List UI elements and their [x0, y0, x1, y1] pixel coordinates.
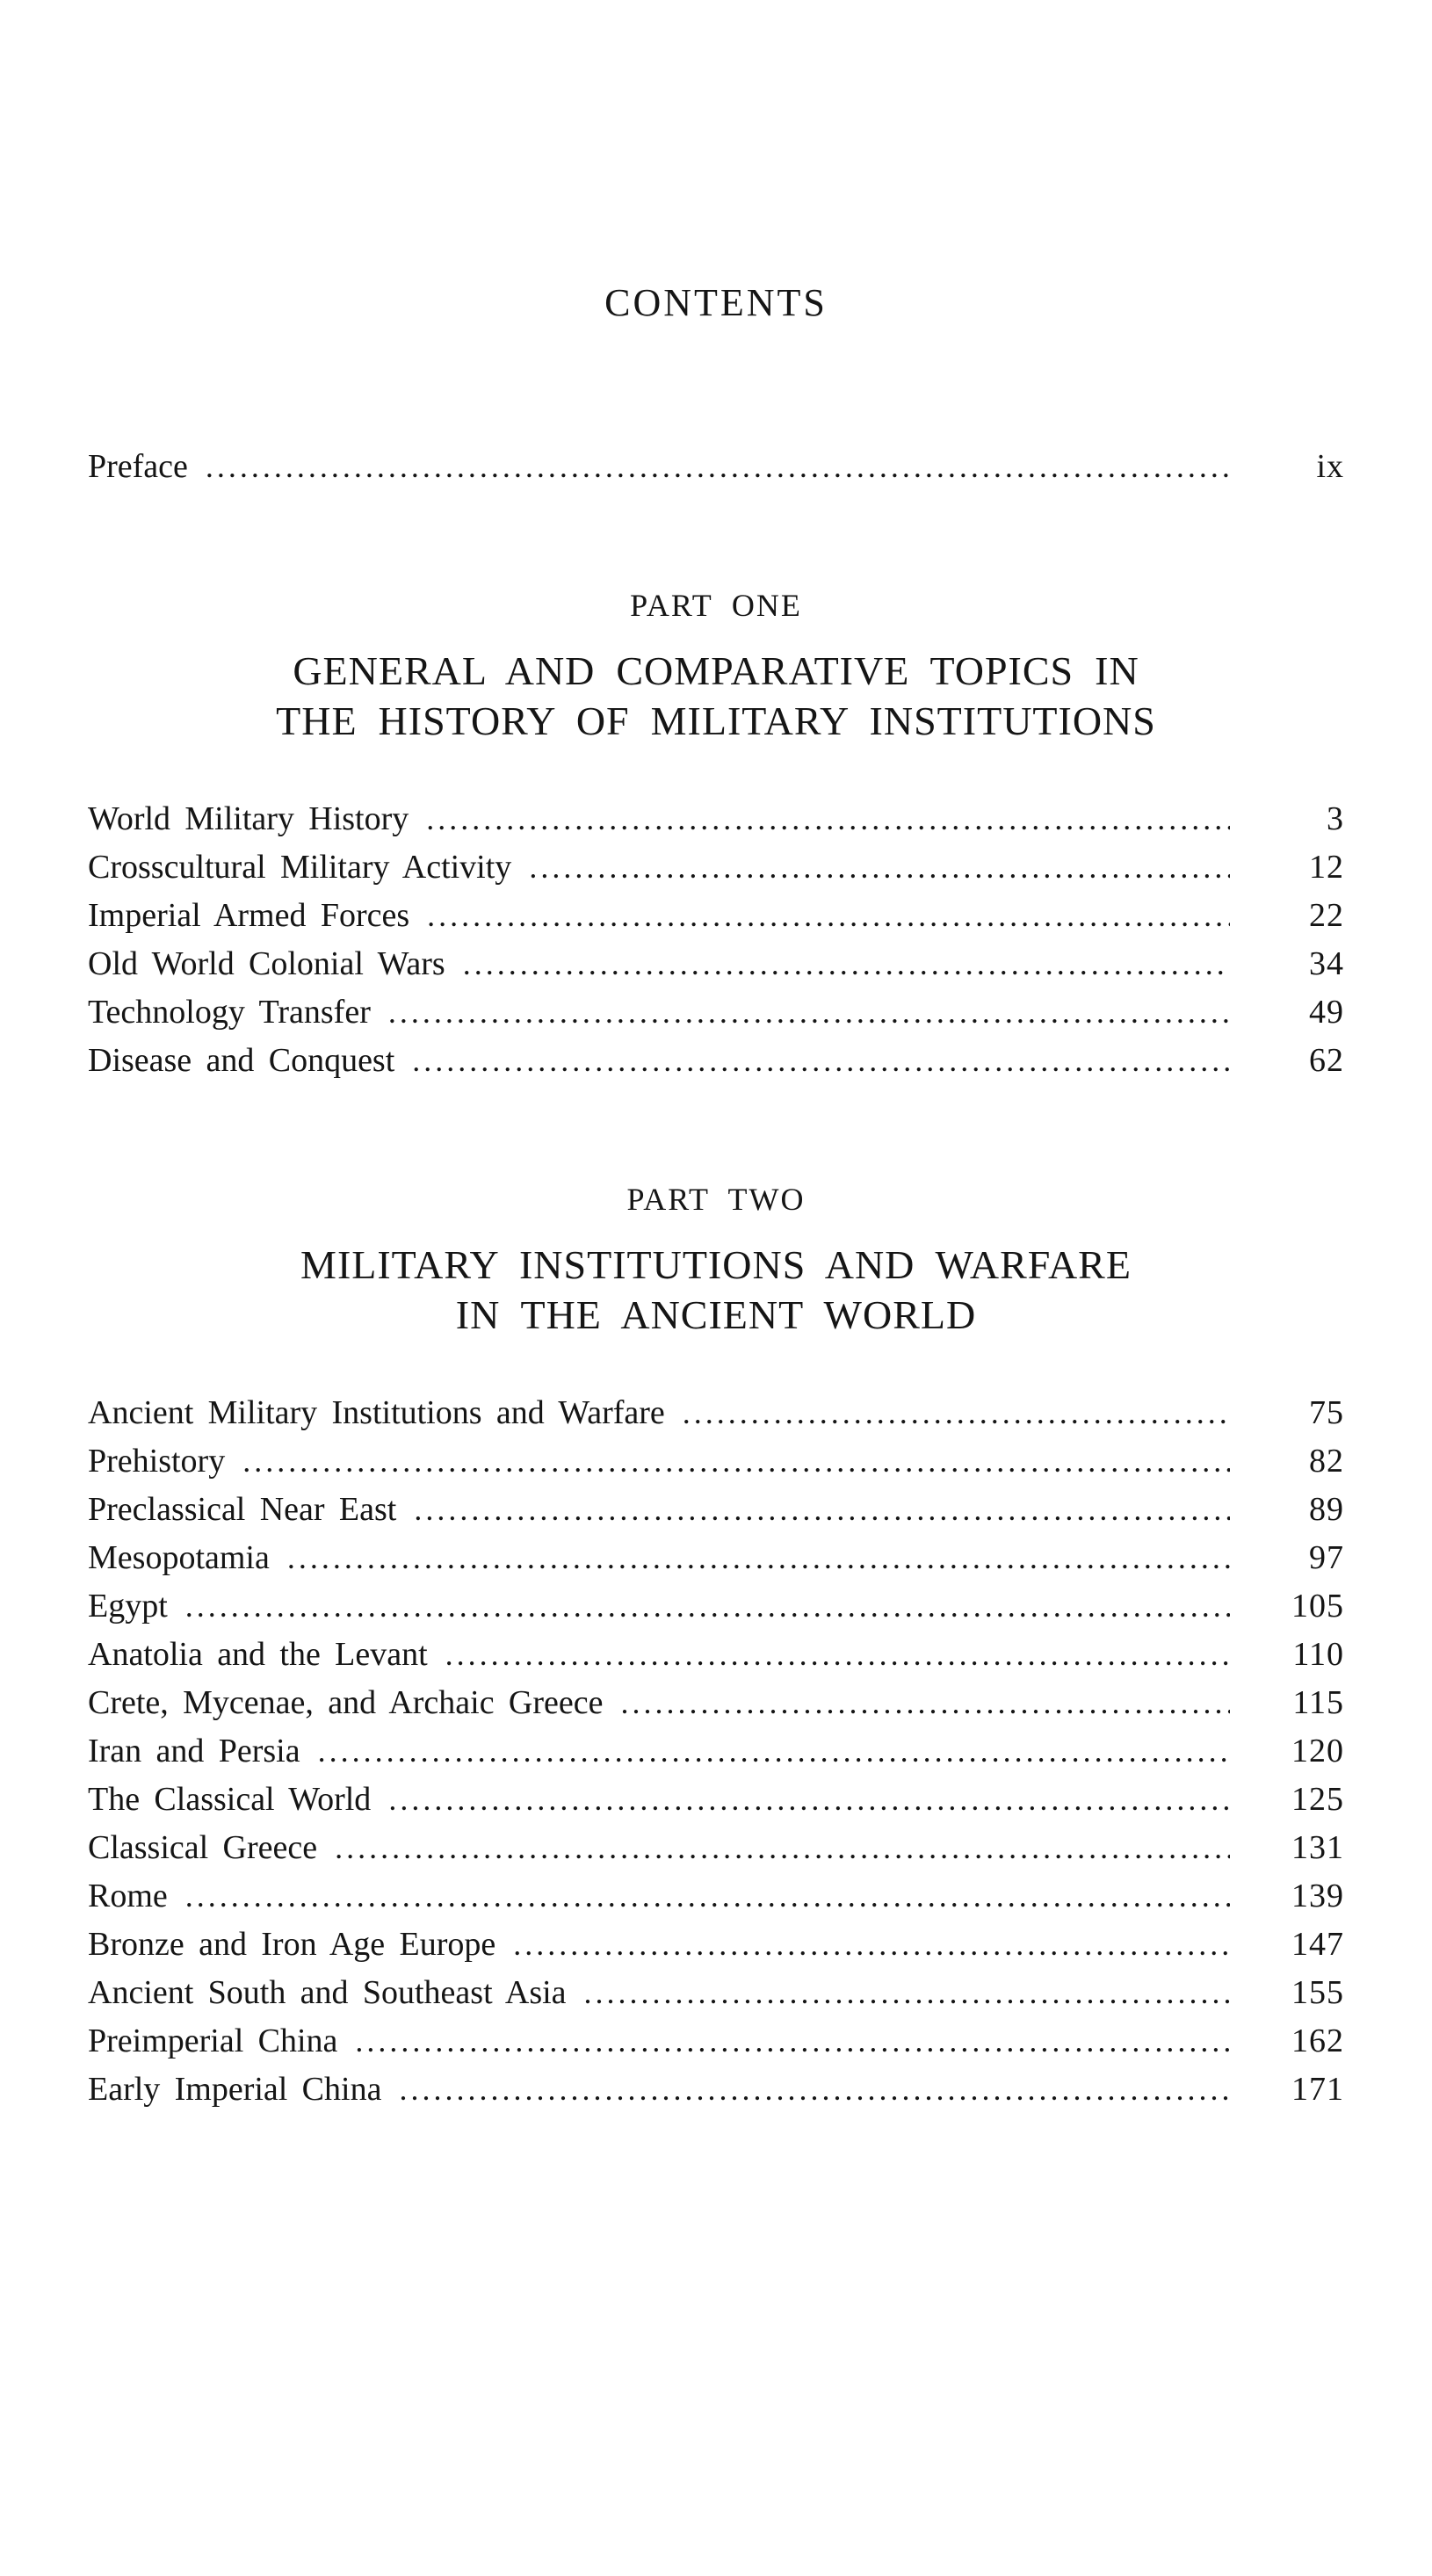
toc-page-number: 171: [1291, 2071, 1344, 2108]
toc-label: Prehistory: [88, 1443, 226, 1480]
preface-page-number: ix: [1316, 448, 1344, 485]
toc-label: Preimperial China: [88, 2022, 338, 2059]
toc-dot-leader: [529, 843, 1230, 892]
toc-dot-leader: [445, 1631, 1230, 1679]
page-title: CONTENTS: [604, 281, 828, 324]
toc-label: Imperial Armed Forces: [88, 897, 410, 934]
toc-page-number: 49: [1309, 994, 1344, 1031]
toc-dot-leader: [185, 1872, 1230, 1921]
toc-row: [88, 1727, 1344, 1776]
preface-dot-leader: [206, 443, 1230, 491]
part-section: [88, 1182, 1344, 2114]
toc-dot-leader: [185, 1582, 1230, 1631]
preface-label: Preface: [88, 448, 188, 485]
toc-dot-leader: [242, 1437, 1230, 1486]
toc-label: Preclassical Near East: [88, 1491, 397, 1528]
toc-page-number: 62: [1309, 1042, 1344, 1079]
toc-page-number: 34: [1309, 945, 1344, 982]
toc-page-number: 3: [1327, 800, 1344, 837]
toc-page-number: 139: [1291, 1878, 1344, 1914]
toc-dot-leader: [621, 1679, 1231, 1727]
toc-label: Bronze and Iron Age Europe: [88, 1926, 496, 1963]
toc-page-number: 131: [1291, 1829, 1344, 1866]
toc-row: [88, 940, 1344, 988]
toc-row: [88, 2066, 1344, 2114]
toc-page-number: 115: [1292, 1684, 1344, 1721]
toc-row: [88, 2017, 1344, 2066]
toc-dot-leader: [335, 1824, 1230, 1872]
toc-label: Ancient Military Institutions and Warfare: [88, 1394, 665, 1431]
toc-page-number: 155: [1291, 1974, 1344, 2011]
toc-label: Crosscultural Military Activity: [88, 849, 512, 886]
toc-row: [88, 1037, 1344, 1085]
toc-label: Old World Colonial Wars: [88, 945, 445, 982]
toc-dot-leader: [513, 1921, 1230, 1969]
toc-row: [88, 1486, 1344, 1534]
toc-row: [88, 1969, 1344, 2017]
toc-label: Early Imperial China: [88, 2071, 382, 2108]
part-title-line: THE HISTORY OF MILITARY INSTITUTIONS: [276, 698, 1156, 743]
preface-row: [88, 443, 1344, 491]
toc-row: [88, 1534, 1344, 1582]
toc-row: [88, 1679, 1344, 1727]
toc-page-number: 110: [1292, 1636, 1344, 1673]
toc-label: Anatolia and the Levant: [88, 1636, 428, 1673]
toc-label: The Classical World: [88, 1781, 372, 1818]
part-heading: PART TWO: [626, 1182, 806, 1217]
toc-page-number: 82: [1309, 1443, 1344, 1480]
toc-dot-leader: [287, 1534, 1230, 1582]
toc-row: [88, 1824, 1344, 1872]
part-title: [88, 646, 1344, 746]
part-title-line: GENERAL AND COMPARATIVE TOPICS IN: [293, 648, 1139, 693]
toc-parts: [88, 588, 1344, 2114]
toc-row: [88, 1437, 1344, 1486]
toc-page-number: 12: [1309, 849, 1344, 886]
toc-row: [88, 1921, 1344, 1969]
toc-label: Iran and Persia: [88, 1733, 300, 1769]
part-section: [88, 588, 1344, 1085]
toc-dot-leader: [388, 988, 1230, 1037]
toc-label: Egypt: [88, 1588, 168, 1624]
toc-row: [88, 1582, 1344, 1631]
toc-row: [88, 1389, 1344, 1437]
toc-row: [88, 795, 1344, 843]
toc-row: [88, 1776, 1344, 1824]
toc-page-number: 89: [1309, 1491, 1344, 1528]
toc-page-number: 125: [1291, 1781, 1344, 1818]
toc-dot-leader: [399, 2066, 1230, 2114]
toc-row: [88, 843, 1344, 892]
toc-dot-leader: [318, 1727, 1230, 1776]
toc-dot-leader: [426, 795, 1230, 843]
book-contents-page: [0, 283, 1432, 2576]
toc-label: Disease and Conquest: [88, 1042, 395, 1079]
toc-row: [88, 1872, 1344, 1921]
toc-label: World Military History: [88, 800, 409, 837]
toc-page-number: 105: [1291, 1588, 1344, 1624]
toc-page-number: 120: [1291, 1733, 1344, 1769]
toc-page-number: 75: [1309, 1394, 1344, 1431]
toc-dot-leader: [683, 1389, 1230, 1437]
toc-list: [88, 1389, 1344, 2114]
toc-label: Crete, Mycenae, and Archaic Greece: [88, 1684, 604, 1721]
toc-dot-leader: [355, 2017, 1230, 2066]
toc-label: Classical Greece: [88, 1829, 318, 1866]
toc-label: Ancient South and Southeast Asia: [88, 1974, 567, 2011]
toc-dot-leader: [412, 1037, 1230, 1085]
toc-dot-leader: [388, 1776, 1230, 1824]
part-title: [88, 1240, 1344, 1340]
toc-label: Rome: [88, 1878, 168, 1914]
toc-page-number: 97: [1309, 1539, 1344, 1576]
toc-dot-leader: [584, 1969, 1230, 2017]
toc-row: [88, 892, 1344, 940]
toc-page-number: 22: [1309, 897, 1344, 934]
toc-row: [88, 988, 1344, 1037]
toc-dot-leader: [427, 892, 1230, 940]
toc-label: Mesopotamia: [88, 1539, 270, 1576]
part-title-line: MILITARY INSTITUTIONS AND WARFARE: [300, 1242, 1132, 1287]
toc-page-number: 162: [1291, 2022, 1344, 2059]
toc-list: [88, 795, 1344, 1085]
toc-dot-leader: [414, 1486, 1230, 1534]
toc-row: [88, 1631, 1344, 1679]
part-heading: PART ONE: [630, 588, 802, 623]
part-title-line: IN THE ANCIENT WORLD: [455, 1292, 977, 1337]
toc-page-number: 147: [1291, 1926, 1344, 1963]
toc-dot-leader: [463, 940, 1230, 988]
toc-label: Technology Transfer: [88, 994, 371, 1031]
